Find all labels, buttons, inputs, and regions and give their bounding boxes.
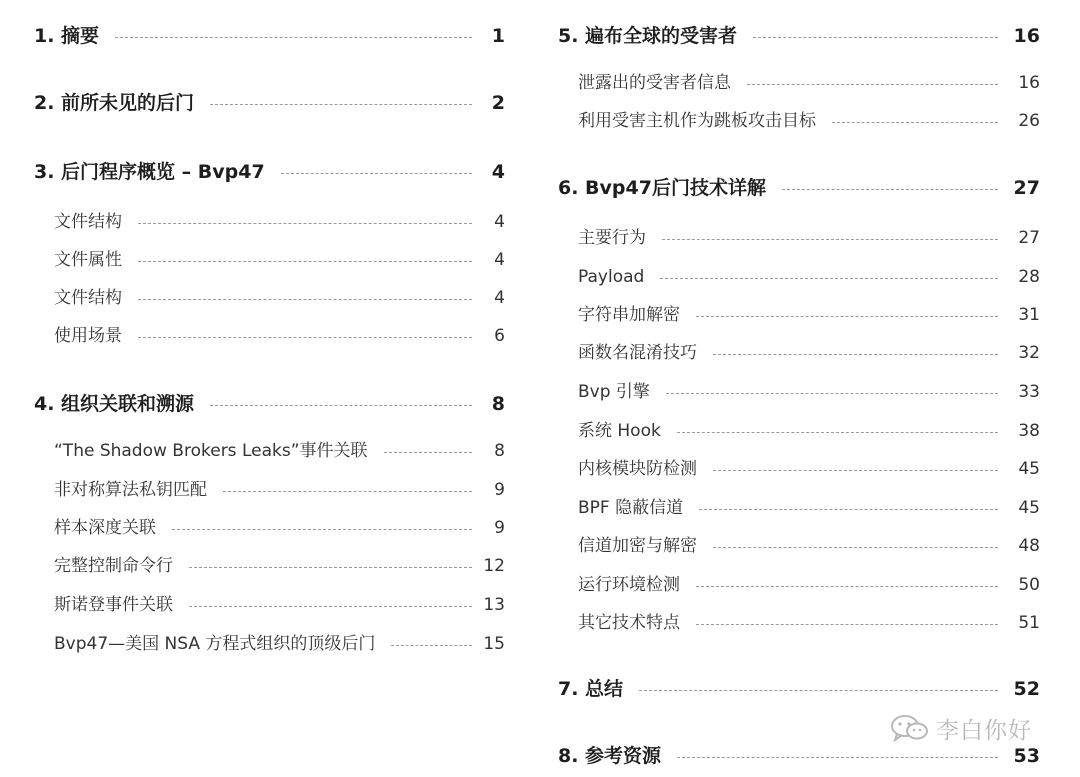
toc-leader-dots — [138, 337, 472, 338]
toc-page-number: 12 — [483, 556, 505, 576]
toc-entry-title: 斯诺登事件关联 — [54, 591, 183, 619]
toc-heading-entry[interactable] — [34, 22, 505, 50]
toc-leader-dots — [660, 278, 998, 279]
toc-heading-entry[interactable] — [558, 174, 1040, 202]
toc-subentry[interactable] — [54, 552, 505, 580]
toc-entry-title: 函数名混淆技巧 — [578, 339, 707, 367]
toc-subentry[interactable] — [54, 208, 505, 236]
toc-entry-title: 5. 遍布全球的受害者 — [558, 22, 747, 50]
toc-page-number: 38 — [1018, 421, 1040, 441]
toc-subentry[interactable] — [578, 609, 1040, 637]
toc-entry-title: 7. 总结 — [558, 675, 633, 703]
toc-leader-dots — [747, 84, 998, 85]
toc-subentry[interactable] — [578, 224, 1040, 252]
toc-leader-dots — [662, 239, 998, 240]
toc-subentry[interactable] — [54, 514, 505, 542]
toc-page-number: 8 — [494, 441, 505, 461]
toc-subentry[interactable] — [54, 284, 505, 312]
toc-page-number: 50 — [1018, 575, 1040, 595]
toc-entry-title: 6. Bvp47后门技术详解 — [558, 174, 776, 202]
toc-leader-dots — [115, 37, 472, 38]
toc-leader-dots — [281, 173, 472, 174]
toc-entry-title: 字符串加解密 — [578, 301, 690, 329]
toc-page-number: 15 — [483, 634, 505, 654]
toc-page-number: 52 — [1013, 678, 1040, 700]
toc-leader-dots — [391, 645, 472, 646]
toc-leader-dots — [639, 690, 998, 691]
toc-subentry[interactable] — [578, 571, 1040, 599]
toc-heading-entry[interactable] — [558, 675, 1040, 703]
toc-page-number: 45 — [1018, 498, 1040, 518]
toc-page-number: 27 — [1018, 228, 1040, 248]
wechat-icon — [890, 714, 930, 742]
toc-page-number: 6 — [494, 326, 505, 346]
toc-leader-dots — [138, 223, 472, 224]
toc-subentry[interactable] — [54, 591, 505, 619]
toc-leader-dots — [713, 354, 998, 355]
toc-entry-title: 文件属性 — [54, 246, 132, 274]
toc-entry-title: 主要行为 — [578, 224, 656, 252]
toc-subentry[interactable] — [578, 378, 1040, 406]
toc-leader-dots — [753, 37, 998, 38]
toc-entry-title: 文件结构 — [54, 208, 132, 236]
toc-page-number: 9 — [494, 518, 505, 538]
toc-subentry[interactable] — [578, 69, 1040, 97]
toc-leader-dots — [138, 299, 472, 300]
toc-page-number: 1 — [491, 25, 505, 47]
toc-entry-title: 文件结构 — [54, 284, 132, 312]
toc-entry-title: 非对称算法私钥匹配 — [54, 476, 217, 504]
watermark-text: 李白你好 — [936, 717, 1032, 744]
toc-page-number: 4 — [491, 161, 505, 183]
toc-leader-dots — [189, 606, 472, 607]
watermark — [890, 712, 1032, 744]
toc-page-number: 4 — [494, 250, 505, 270]
toc-subentry[interactable] — [54, 437, 505, 465]
toc-page-number: 32 — [1018, 343, 1040, 363]
toc-heading-entry[interactable] — [34, 390, 505, 418]
toc-subentry[interactable] — [54, 630, 505, 658]
toc-leader-dots — [677, 432, 998, 433]
toc-subentry[interactable] — [578, 455, 1040, 483]
toc-entry-title: Bvp 引擎 — [578, 378, 660, 406]
toc-page-number: 8 — [491, 393, 505, 415]
toc-leader-dots — [677, 757, 998, 758]
toc-entry-title: 系统 Hook — [578, 417, 671, 445]
toc-entry-title: “The Shadow Brokers Leaks”事件关联 — [54, 437, 378, 465]
toc-leader-dots — [696, 624, 998, 625]
toc-page-number: 27 — [1013, 177, 1040, 199]
toc-subentry[interactable] — [54, 476, 505, 504]
toc-leader-dots — [696, 586, 998, 587]
toc-page-number: 26 — [1018, 111, 1040, 131]
toc-leader-dots — [666, 393, 998, 394]
toc-leader-dots — [696, 316, 998, 317]
toc-heading-entry[interactable] — [34, 158, 505, 186]
toc-leader-dots — [210, 405, 472, 406]
toc-leader-dots — [138, 261, 472, 262]
toc-page-number: 31 — [1018, 305, 1040, 325]
toc-page-number: 28 — [1018, 267, 1040, 287]
toc-entry-title: BPF 隐蔽信道 — [578, 494, 693, 522]
toc-leader-dots — [384, 452, 472, 453]
toc-entry-title: 2. 前所未见的后门 — [34, 89, 204, 117]
toc-entry-title: 4. 组织关联和溯源 — [34, 390, 204, 418]
toc-heading-entry[interactable] — [558, 22, 1040, 50]
toc-subentry[interactable] — [578, 417, 1040, 445]
toc-leader-dots — [210, 104, 472, 105]
toc-leader-dots — [832, 122, 998, 123]
toc-leader-dots — [699, 509, 998, 510]
toc-entry-title: Bvp47—美国 NSA 方程式组织的顶级后门 — [54, 630, 385, 658]
toc-leader-dots — [223, 491, 472, 492]
toc-page-number: 4 — [494, 212, 505, 232]
toc-subentry[interactable] — [578, 263, 1040, 291]
toc-page-number: 53 — [1013, 745, 1040, 767]
toc-leader-dots — [172, 529, 472, 530]
toc-subentry[interactable] — [54, 322, 505, 350]
toc-entry-title: 其它技术特点 — [578, 609, 690, 637]
toc-subentry[interactable] — [578, 532, 1040, 560]
toc-subentry[interactable] — [578, 107, 1040, 135]
toc-leader-dots — [189, 567, 472, 568]
toc-leader-dots — [782, 189, 998, 190]
toc-page-number: 4 — [494, 288, 505, 308]
toc-entry-title: 1. 摘要 — [34, 22, 109, 50]
toc-page-number: 33 — [1018, 382, 1040, 402]
toc-subentry[interactable] — [578, 339, 1040, 367]
toc-entry-title: 样本深度关联 — [54, 514, 166, 542]
toc-page-number: 51 — [1018, 613, 1040, 633]
toc-entry-title: 利用受害主机作为跳板攻击目标 — [578, 107, 826, 135]
toc-page-number: 16 — [1013, 25, 1040, 47]
toc-page-number: 16 — [1018, 73, 1040, 93]
toc-page-number: 48 — [1018, 536, 1040, 556]
toc-entry-title: 3. 后门程序概览 – Bvp47 — [34, 158, 275, 186]
toc-page-number: 45 — [1018, 459, 1040, 479]
toc-leader-dots — [713, 547, 998, 548]
toc-entry-title: 泄露出的受害者信息 — [578, 69, 741, 97]
toc-heading-entry[interactable] — [34, 89, 505, 117]
toc-entry-title: 使用场景 — [54, 322, 132, 350]
toc-entry-title: 内核模块防检测 — [578, 455, 707, 483]
toc-page-number: 2 — [491, 92, 505, 114]
toc-entry-title: Payload — [578, 263, 654, 291]
toc-subentry[interactable] — [578, 301, 1040, 329]
toc-page-number: 13 — [483, 595, 505, 615]
toc-entry-title: 完整控制命令行 — [54, 552, 183, 580]
toc-heading-entry[interactable] — [558, 742, 1040, 770]
toc-leader-dots — [713, 470, 998, 471]
toc-entry-title: 8. 参考资源 — [558, 742, 671, 770]
toc-entry-title: 信道加密与解密 — [578, 532, 707, 560]
toc-subentry[interactable] — [54, 246, 505, 274]
toc-page-number: 9 — [494, 480, 505, 500]
toc-subentry[interactable] — [578, 494, 1040, 522]
toc-entry-title: 运行环境检测 — [578, 571, 690, 599]
